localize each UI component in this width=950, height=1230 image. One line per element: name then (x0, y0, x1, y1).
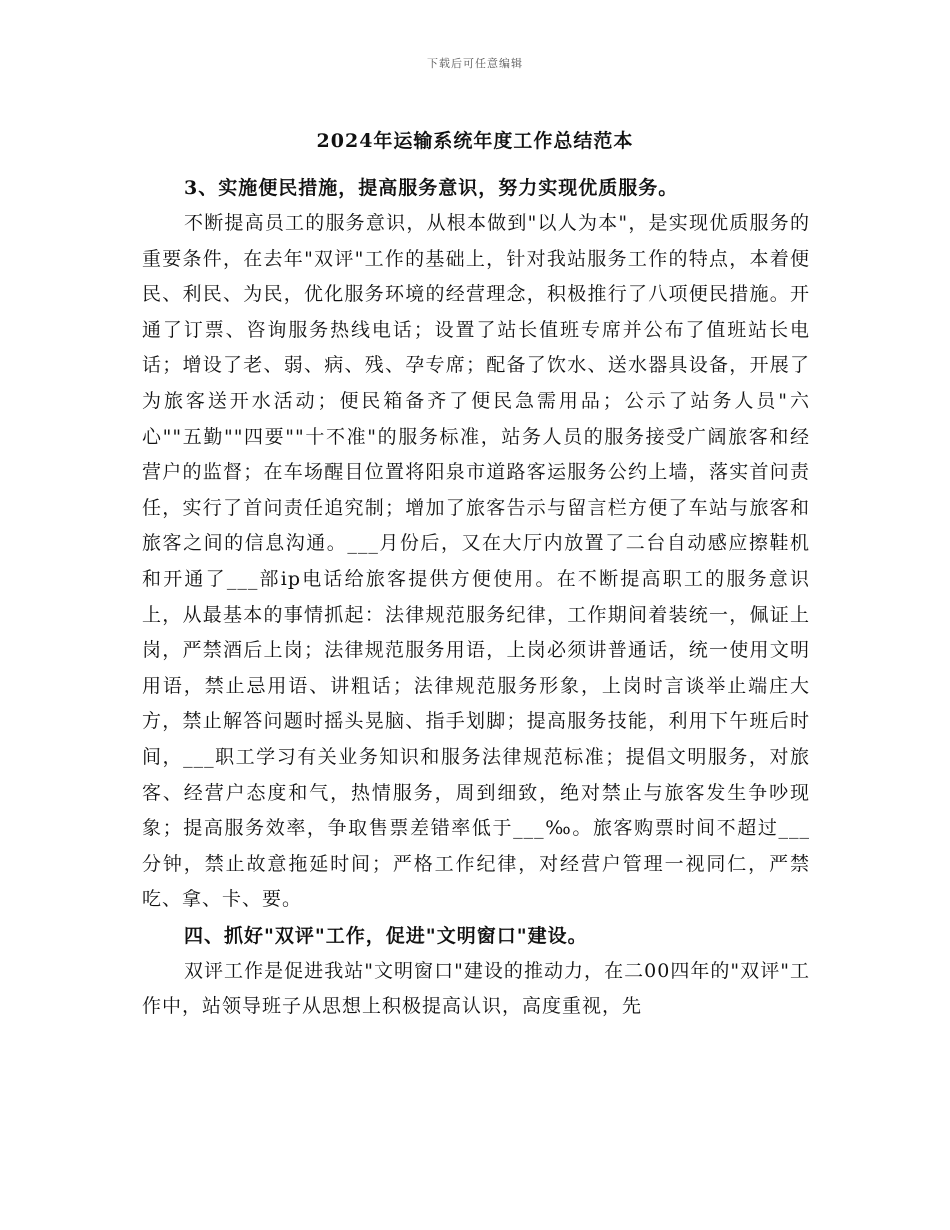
section-4-heading: 四、抓好"双评"工作，促进"文明窗口"建设。 (184, 924, 588, 947)
document-body (142, 170, 810, 1025)
header-note: 下载后可任意编辑 (427, 57, 523, 70)
document-title: 2024年运输系统年度工作总结范本 (316, 130, 634, 152)
section-3-heading: 3、实施便民措施，提高服务意识，努力实现优质服务。 (184, 177, 679, 199)
section-3-paragraph: 不断提高员工的服务意识，从根本做到"以人为本"，是实现优质服务的重要条件，在去年"双评"工作的基础上，针对我站服务工作的特点，本着便民、利民、为民，优化服务环境的经营理念，积极推行了八项便民措施。开通了订票、咨询服务热线电话；设置了站长值班专席并公布了值班站长电话；增设了老、弱、病、残、孕专席；配备了饮水、送水器具设备，开展了为旅客送开水活动；便民箱备齐了便民急需用品；公示了站务人员"六心""五勤""四要""十不准"的服务标准，站务人员的服务接受广阔旅客和经营户的监督；在车场醒目位置将阳泉市道路客运服务公约上墙，落实首问责任，实行了首问责任追究制；增加了旅客告示与留言栏方便了车站与旅客和旅客之间的信息沟通。___月份后，又在大厅内放置了二台自动感应擦鞋机和开通了___部ip电话给旅客提供方便使用。在不断提高职工的服务意识上，从最基本的事情抓起：法律规范服务纪律，工作期间着装统一，佩证上岗，严禁酒后上岗；法律规范服务用语，上岗必须讲普通话，统一使用文明用语，禁止忌用语、讲粗话；法律规范服务形象，上岗时言谈举止端庄大方，禁止解答问题时摇头晃脑、指手划脚；提高服务技能，利用下午班后时间，___职工学习有关业务知识和服务法律规范标准；提倡文明服务，对旅客、经营户态度和气，热情服务，周到细致，绝对禁止与旅客发生争吵现象；提高服务效率，争取售票差错率低于___‰。旅客购票时间不超过___分钟，禁止故意拖延时间；严格工作纪律，对经营户管理一视同仁，严禁吃、拿、卡、要。 (142, 212, 810, 911)
section-4-paragraph: 双评工作是促进我站"文明窗口"建设的推动力，在二00四年的"双评"工作中，站领导班子从思想上积极提高认识，高度重视，先 (142, 959, 810, 1018)
